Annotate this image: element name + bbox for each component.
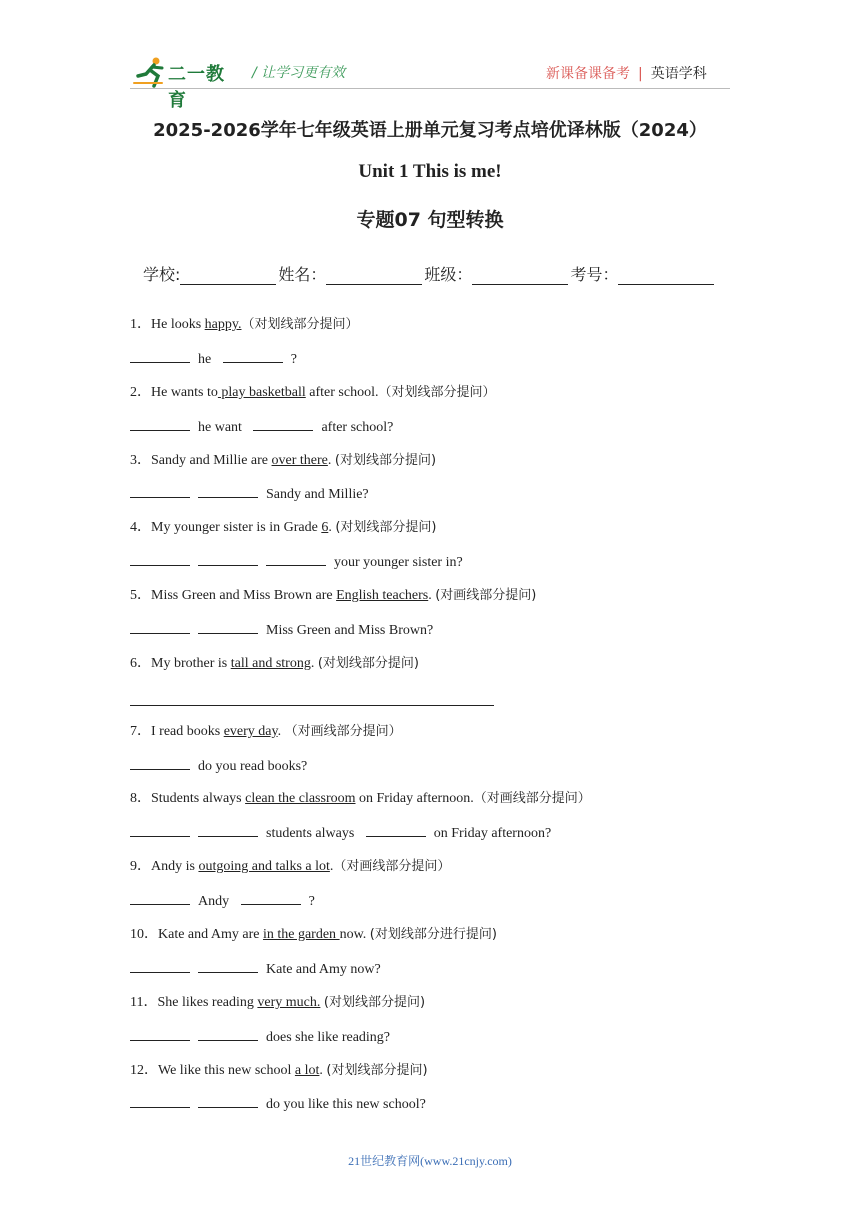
answer-blank[interactable]: [198, 1024, 258, 1041]
underlined-phrase: 6: [321, 520, 329, 536]
question-text: My brother is: [151, 655, 231, 671]
answer-blank[interactable]: [198, 481, 258, 498]
question-text: .: [328, 520, 336, 536]
unit-title: Unit 1 This is me!: [358, 161, 502, 182]
question-list: [130, 312, 730, 1125]
question-number: 4．: [130, 520, 151, 536]
underlined-phrase: happy.: [204, 317, 242, 332]
question-text: He wants to: [151, 384, 218, 400]
answer-text: ?: [308, 894, 315, 910]
question-item: [130, 1058, 730, 1092]
answer-text: on Friday afternoon?: [433, 826, 552, 842]
question-text: .: [428, 588, 436, 604]
instruction-text: （对画线部分提问）: [333, 859, 451, 875]
answer-line: [130, 414, 730, 448]
number-label: 考号：: [570, 265, 619, 284]
answer-line: [130, 956, 730, 990]
answer-text: your younger sister in?: [334, 555, 463, 571]
answer-blank[interactable]: [130, 820, 190, 837]
header-divider: [130, 88, 730, 89]
school-field[interactable]: [180, 268, 276, 285]
underlined-phrase: in the garden: [262, 927, 340, 943]
question-text: Kate and Amy are: [158, 927, 263, 943]
header-separator: |: [638, 66, 643, 82]
instruction-text: （对画线部分提问）: [473, 791, 591, 807]
answer-blank[interactable]: [198, 549, 258, 566]
answer-line: [130, 685, 730, 719]
answer-blank[interactable]: [130, 414, 190, 431]
underlined-phrase: very much.: [257, 994, 321, 1010]
answer-line: [130, 617, 730, 651]
class-label: 班级：: [424, 265, 473, 284]
course-link[interactable]: 新课备课备考: [546, 66, 630, 82]
answer-blank[interactable]: [223, 346, 283, 363]
main-title: 2025-2026学年七年级英语上册单元复习考点培优译林版（2024）: [153, 120, 707, 141]
underlined-phrase: every day: [223, 723, 278, 739]
question-item: [130, 583, 730, 617]
question-item: [130, 990, 730, 1024]
answer-text: he want: [198, 419, 246, 435]
answer-text: after school?: [321, 419, 394, 435]
school-label: 学校:: [143, 265, 181, 284]
question-text: on Friday afternoon.: [355, 791, 474, 807]
question-text: .: [329, 859, 334, 875]
question-text: .: [327, 452, 335, 468]
question-text: He looks: [151, 317, 205, 332]
question-item: [130, 786, 730, 820]
answer-line: [130, 1024, 730, 1058]
question-number: 1．: [130, 317, 151, 332]
instruction-text: (对划线部分提问): [323, 994, 426, 1010]
answer-text: ?: [290, 351, 297, 367]
answer-text: Miss Green and Miss Brown?: [266, 623, 434, 639]
instruction-text: (对划线部分提问): [334, 452, 437, 468]
instruction-text: (对画线部分提问): [435, 588, 537, 604]
question-number: 10．: [130, 927, 158, 943]
answer-text: do you read books?: [198, 758, 308, 774]
instruction-text: （对划线部分提问）: [378, 384, 496, 400]
question-text: Miss Green and Miss Brown are: [151, 588, 337, 604]
logo: [132, 56, 242, 111]
instruction-text: (对划线部分提问): [326, 1062, 428, 1078]
underlined-phrase: English teachers: [336, 588, 429, 604]
underlined-phrase: play basketball: [217, 384, 306, 400]
question-number: 11．: [130, 994, 158, 1010]
question-text: We like this new school: [158, 1062, 295, 1078]
question-number: 6．: [130, 655, 151, 671]
class-field[interactable]: [472, 268, 568, 285]
answer-blank[interactable]: [366, 820, 426, 837]
answer-line: [130, 753, 730, 787]
student-info: [143, 262, 716, 285]
topic-title: 专题07 句型转换: [356, 209, 504, 231]
question-item: [130, 380, 730, 414]
question-item: [130, 448, 730, 482]
question-text: Andy is: [151, 859, 199, 875]
answer-line: [130, 549, 730, 583]
question-number: 7．: [130, 723, 151, 739]
number-field[interactable]: [618, 268, 714, 285]
question-item: [130, 922, 730, 956]
header-links: [546, 63, 707, 83]
answer-blank[interactable]: [130, 1024, 190, 1041]
instruction-text: (对划线部分提问): [317, 655, 419, 671]
answer-text: Sandy and Millie?: [266, 487, 369, 503]
answer-blank[interactable]: [130, 1091, 190, 1108]
underlined-phrase: a lot: [294, 1062, 320, 1078]
question-text: .: [319, 1062, 327, 1078]
answer-blank[interactable]: [266, 549, 326, 566]
underlined-phrase: over there: [271, 452, 328, 468]
question-number: 5．: [130, 588, 151, 604]
underlined-phrase: outgoing and talks a lot: [198, 859, 330, 875]
instruction-text: （对画线部分提问）: [284, 723, 402, 739]
answer-blank[interactable]: [130, 753, 190, 770]
answer-line: [130, 820, 730, 854]
answer-line: [130, 481, 730, 515]
answer-line: [130, 1091, 730, 1125]
answer-blank[interactable]: [198, 956, 258, 973]
answer-text: Andy: [198, 894, 233, 910]
answer-blank[interactable]: [198, 820, 258, 837]
instruction-text: （对划线部分提问）: [241, 317, 359, 332]
question-item: [130, 651, 730, 685]
answer-blank[interactable]: [130, 346, 190, 363]
answer-blank[interactable]: [130, 549, 190, 566]
answer-text: does she like reading?: [266, 1029, 391, 1045]
subject-label: 英语学科: [650, 66, 707, 82]
question-item: [130, 719, 730, 753]
answer-line: [130, 346, 730, 380]
question-text: Students always: [151, 791, 246, 807]
question-text: .: [310, 655, 318, 671]
answer-full-line[interactable]: [130, 685, 494, 706]
answer-blank[interactable]: [253, 414, 313, 431]
answer-line: [130, 888, 730, 922]
answer-blank[interactable]: [130, 481, 190, 498]
instruction-text: (对划线部分提问): [335, 520, 437, 536]
question-item: [130, 515, 730, 549]
question-number: 9．: [130, 859, 151, 875]
answer-blank[interactable]: [130, 956, 190, 973]
question-text: She likes reading: [157, 994, 258, 1010]
answer-blank[interactable]: [241, 888, 301, 905]
question-item: [130, 312, 730, 346]
question-text: .: [277, 723, 285, 739]
slogan: / 让学习更有效: [252, 65, 346, 81]
answer-text: do you like this new school?: [266, 1097, 426, 1113]
name-field[interactable]: [326, 268, 422, 285]
name-label: 姓名：: [278, 265, 327, 284]
question-number: 12．: [130, 1062, 158, 1078]
page-header: [0, 0, 860, 111]
question-text: after school.: [305, 384, 379, 400]
underlined-phrase: tall and strong: [230, 655, 311, 671]
question-text: I read books: [151, 723, 224, 739]
question-number: 8．: [130, 791, 151, 807]
answer-blank[interactable]: [198, 617, 258, 634]
logo-text: 二一教育: [168, 64, 225, 111]
underlined-phrase: clean the classroom: [245, 791, 356, 807]
footer: 21世纪教育网(www.21cnjy.com): [348, 1154, 512, 1168]
question-text: now.: [339, 927, 370, 943]
answer-blank[interactable]: [198, 1091, 258, 1108]
answer-blank[interactable]: [130, 888, 190, 905]
question-number: 2．: [130, 384, 151, 400]
answer-text: Kate and Amy now?: [266, 961, 381, 977]
question-text: My younger sister is in Grade: [151, 520, 322, 536]
question-text: Sandy and Millie are: [151, 452, 272, 468]
answer-text: he: [198, 351, 215, 367]
question-item: [130, 854, 730, 888]
answer-text: students always: [266, 826, 358, 842]
question-number: 3．: [130, 452, 151, 468]
answer-blank[interactable]: [130, 617, 190, 634]
runner-logo-icon: [132, 56, 172, 88]
instruction-text: (对划线部分进行提问): [369, 927, 497, 943]
